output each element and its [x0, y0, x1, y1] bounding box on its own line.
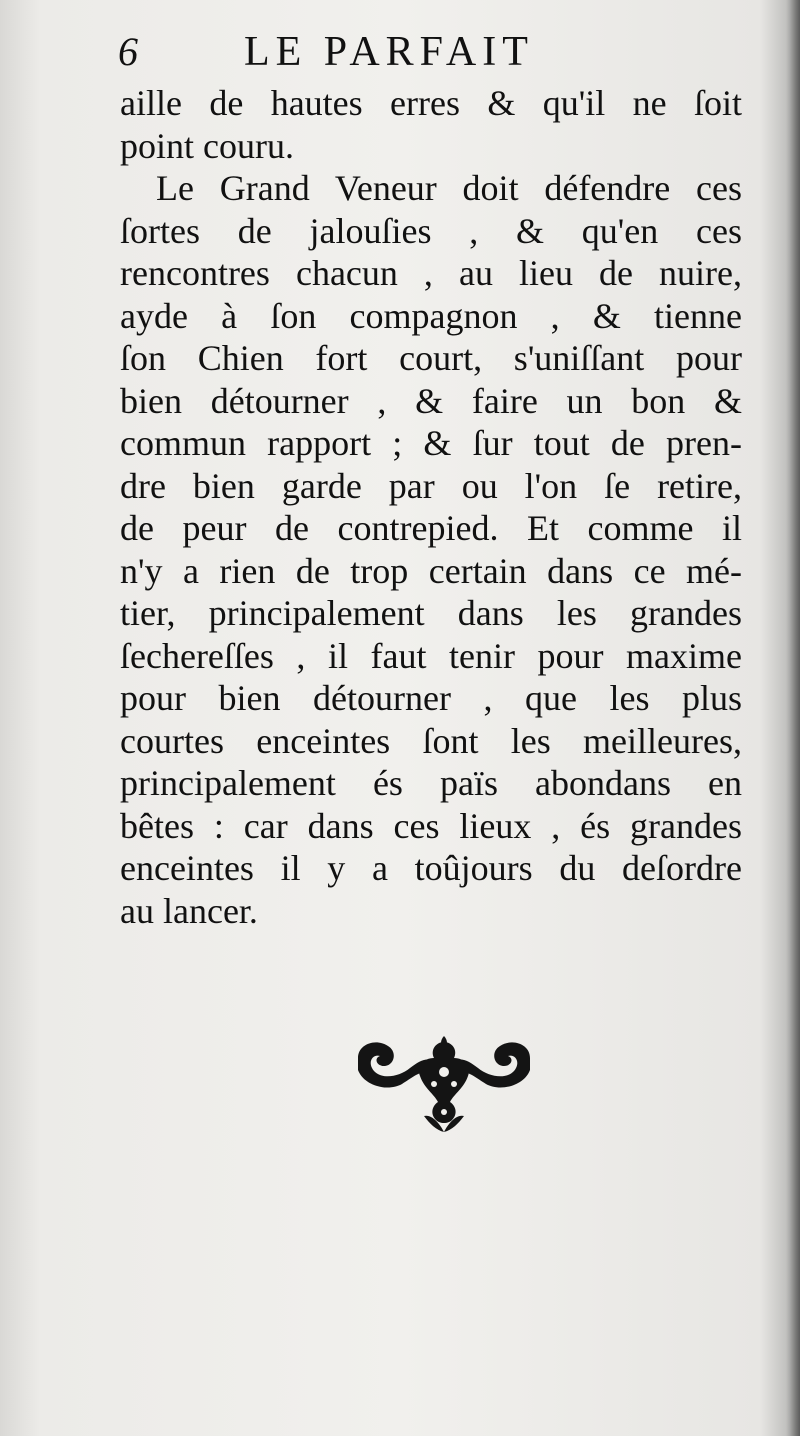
text-line: ſechereſſes , il faut tenir pour maxime	[120, 635, 742, 676]
fleuron-ornament-icon	[354, 1036, 534, 1132]
page-number: 6	[118, 29, 138, 74]
text-line: de peur de contrepied. Et comme il	[120, 508, 742, 548]
text-line: enceintes il y a toûjours du deſordre	[120, 848, 742, 888]
text-line: aille de hautes erres & qu'il ne ſoit	[120, 83, 742, 123]
text-line: ſon Chien fort court, s'uniſſant pour	[120, 338, 742, 378]
text-line: bêtes : car dans ces lieux , és grandes	[120, 805, 742, 846]
running-title: LE PARFAIT	[244, 29, 534, 75]
text-line: principalement és païs abondans en	[120, 763, 742, 803]
text-line: courtes enceintes ſont les meilleures,	[120, 720, 742, 761]
text-line: point couru.	[120, 125, 294, 166]
text-line: tier, principalement dans les grandes	[120, 593, 742, 633]
text-line: pour bien détourner , que les plus	[120, 678, 742, 718]
text-line: au lancer.	[120, 890, 258, 931]
page-edge-shadow	[786, 0, 800, 1436]
text-line: rencontres chacun , au lieu de nuire,	[120, 253, 742, 293]
body-text	[120, 82, 742, 932]
page-header	[118, 28, 638, 76]
text-line: commun rapport ; & ſur tout de pren-	[120, 423, 742, 463]
text-line: bien détourner , & faire un bon &	[120, 380, 742, 421]
text-line: dre bien garde par ou l'on ſe retire,	[120, 465, 742, 506]
show-through-signature	[212, 1262, 221, 1300]
text-line: ayde à ſon compagnon , & tienne	[120, 295, 742, 336]
text-line: Le Grand Veneur doit défendre ces	[156, 168, 742, 208]
text-line: n'y a rien de trop certain dans ce mé-	[120, 550, 742, 591]
text-line: ſortes de jalouſies , & qu'en ces	[120, 210, 742, 251]
